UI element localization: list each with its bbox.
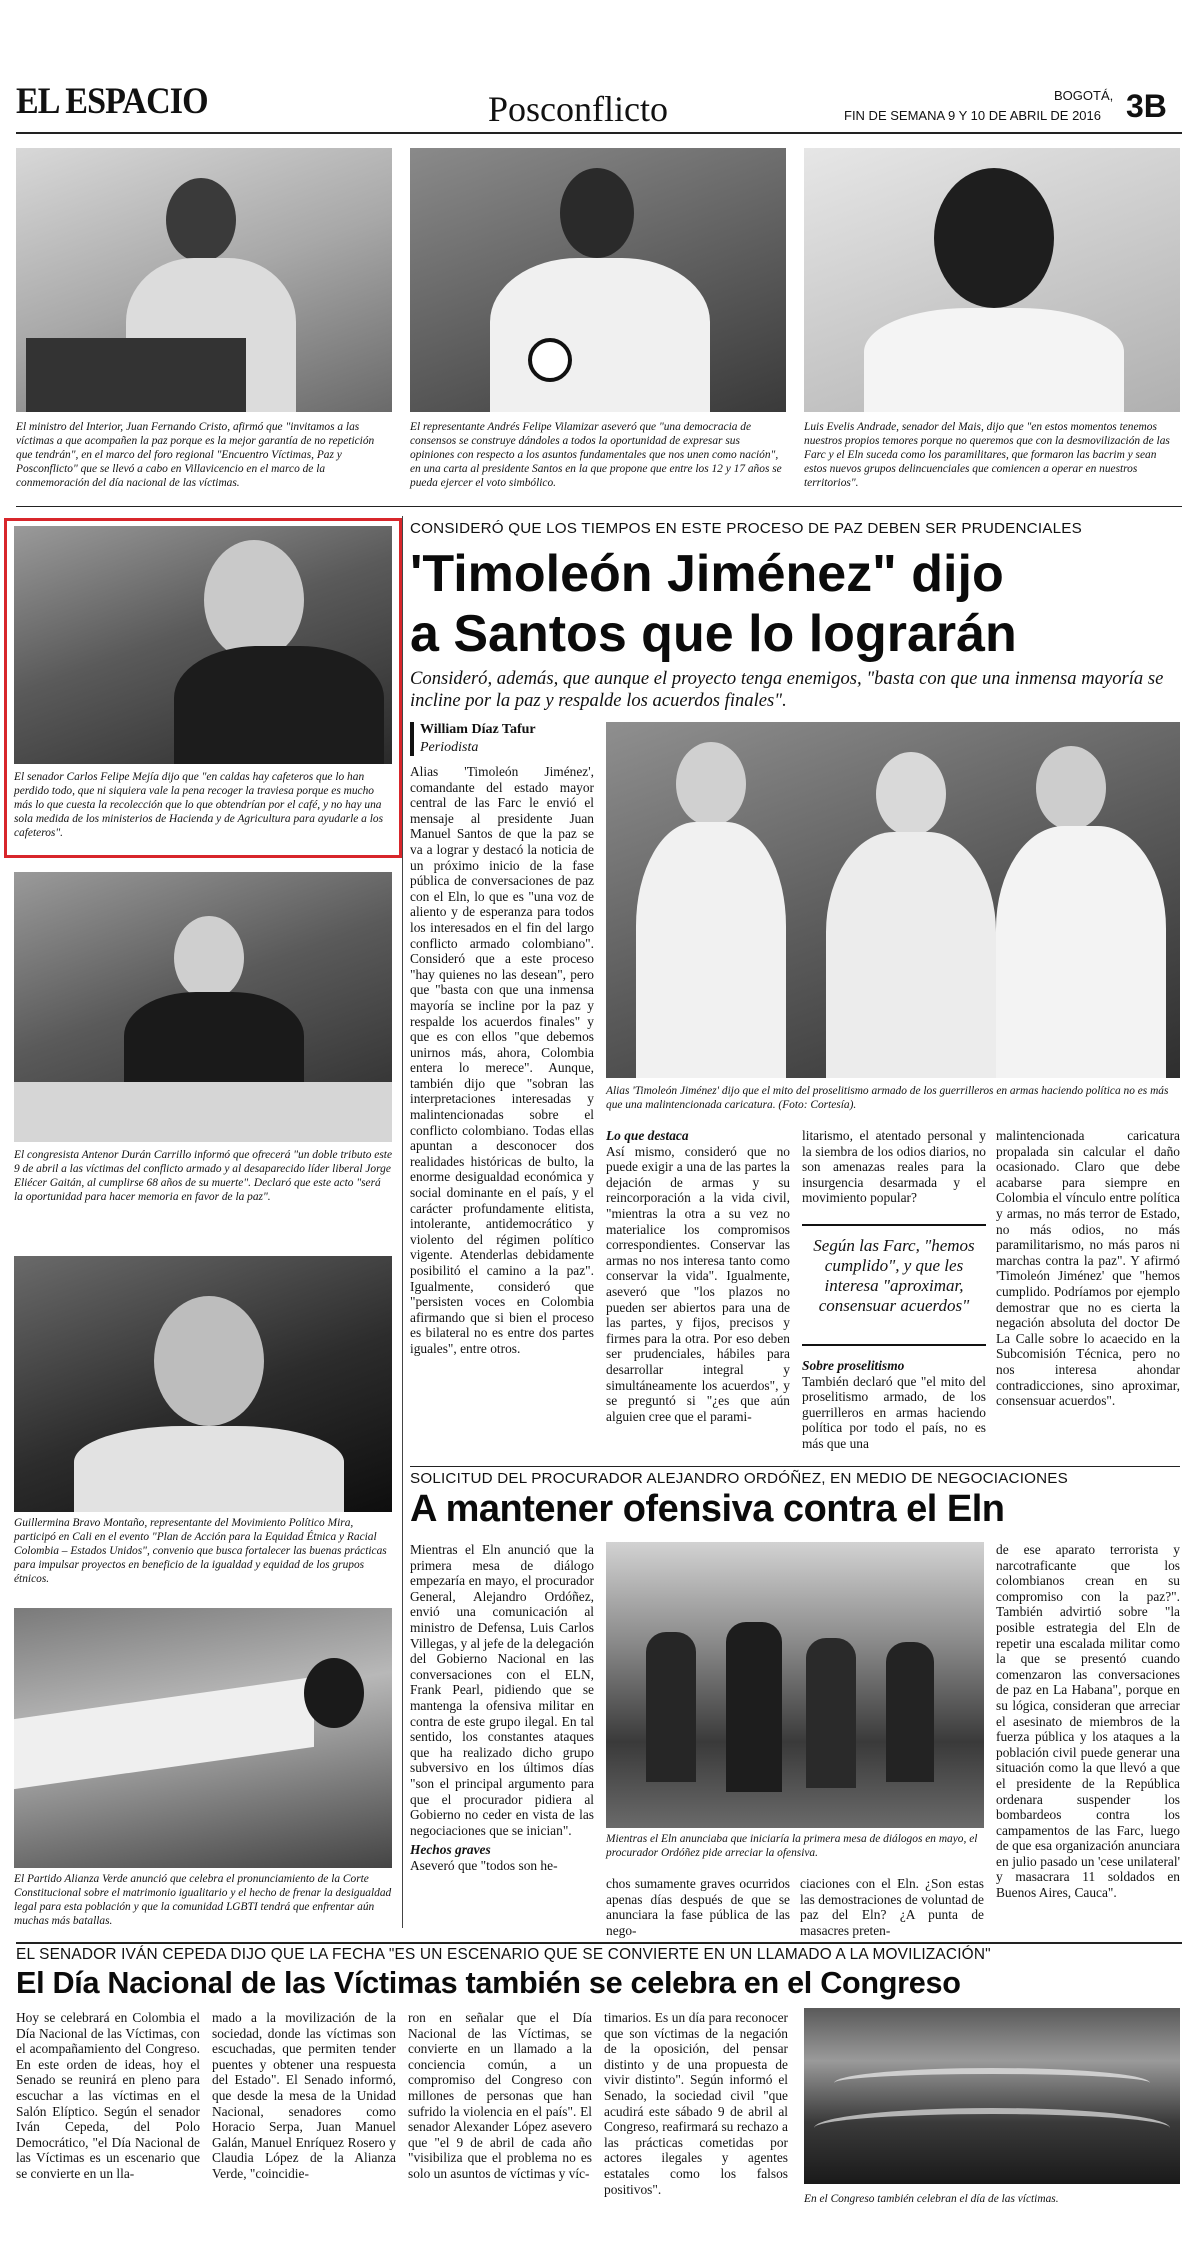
article1-title-line1: 'Timoleón Jiménez" dijo <box>410 545 1004 603</box>
photo-andres-villamizar <box>410 148 786 412</box>
photo-luis-evelis-andrade <box>804 148 1180 412</box>
article2-kicker: SOLICITUD DEL PROCURADOR ALEJANDRO ORDÓÑEZ, EN MEDIO DE NEGOCIACIONES <box>410 1470 1068 1487</box>
masthead-rule <box>16 132 1182 134</box>
article1-column2-text: Así mismo, consideró que no puede exigir a una de las partes la dejación de armas y su reincorporación a la vida civil, "mientras la otra a su vez no materialice los compromisos correspondientes. Conservar las armas no nos interesa tanto como conservar la vida". Igualmente, aseveró que "los plazos no pueden ser abiertos para una de las partes, y fijos, precisos y firmes para la otra. Por eso deben ser prudenciales, hábiles para desarrollar integral y simultáneamente los acuerdos", y se preguntó si "¿es que aún alguien cree que el parami- <box>606 1143 790 1424</box>
caption-minister-cristo: El ministro del Interior, Juan Fernando Cristo, afirmó que "invitamos a las víctimas a que acompañen la paz porque es la mejor garantía de no repetición que tendrán", en el marco del foro regional "Encuentro Víctimas, Paz y Posconflicto" que se llevó a cabo en Villavicencio en el marco de la conmemoración del día nacional de las víctimas. <box>16 421 375 489</box>
article2-column1b-text: Aseveró que "todos son he- <box>410 1857 558 1873</box>
section-title: Posconflicto <box>488 89 668 129</box>
caption-carlos-felipe-mejia: El senador Carlos Felipe Mejía dijo que "en caldas hay cafeteros que lo han perdido todo, que ni siquiera vale la pena recoger la traviesa porque es mucho más lo que cuesta la recolección que lo que obtendrían por el café, y no hay una sola medida de los ministerios de Hacienda y de Agricultura para ayudarle a los cafeteros". <box>14 771 383 839</box>
photo-congress <box>804 2008 1180 2184</box>
photo-soldiers <box>606 1542 984 1828</box>
photo-antenor-duran <box>14 872 392 1142</box>
photo-santos-timochenko <box>606 722 1180 1078</box>
caption-luis-evelis-andrade: Luis Evelis Andrade, senador del Mais, dijo que "en estos momentos tenemos nuestros propios temores porque no queremos que con la desmovilización de las Farc y el Eln suceda como los paramilitares, que formaron las bacrim y sean estos nuevos grupos delincuenciales que comiencen a operar en nuestros territorios". <box>804 421 1170 489</box>
caption-antenor-duran: El congresista Antenor Durán Carrillo informó que ofrecerá "un doble tributo este 9 de abril a las víctimas del conflicto armado y al desaparecido líder liberal Jorge Eliécer Gaitán, al cumplirse 68 años de su muerte". Declaró que este acto "será la oportunidad para hacer memoria en favor de la paz". <box>14 1149 393 1203</box>
caption-andres-villamizar: El representante Andrés Felipe Vilamizar aseveró que "una democracia de consensos se construye dándoles a todos la oportunidad de expresar sus opiniones con respecto a los asuntos fundamentales que nos unen como nación", en una carta al presidente Santos en la que propone que entre los 12 y 17 años se pueda ejercer el voto simbólico. <box>410 421 782 489</box>
photo-minister-cristo <box>16 148 392 412</box>
article2-bottom-rule <box>16 1942 1182 1944</box>
article1-kicker: CONSIDERÓ QUE LOS TIEMPOS EN ESTE PROCESO DE PAZ DEBEN SER PRUDENCIALES <box>410 520 1082 537</box>
article2-title: A mantener ofensiva contra el Eln <box>410 1488 1005 1530</box>
article1-subhead-destaca: Lo que destaca <box>606 1128 689 1143</box>
article1-photo-caption: Alias 'Timoleón Jiménez' dijo que el mito del proselitismo armado de los guerrilleros en armas haciendo política no es más que una malintencionada caricatura. (Foto: Cortesía). <box>606 1085 1169 1111</box>
article3-photo-caption: En el Congreso también celebran el día de las víctimas. <box>804 2193 1059 2205</box>
article1-column3b-text: También declaró que "el mito del proselitismo armado, de los guerrilleros en armas haciendo política por todo el país, no es más que una <box>802 1373 986 1451</box>
article1-column2 <box>606 1128 790 1468</box>
article1-author: William Díaz Tafur <box>420 722 536 737</box>
article1-column4: malintencionada caricatura propalada sin calcular el daño ocasionado. Claro que debe acabarse para siempre en Colombia el vínculo entre política y armas, no más terror de Estado, no más odios, no más paramilitarismo, no más paros ni marchas contra la paz". Y afirmó 'Timoleón Jiménez' que "hemos cumplido. Podríamos por ejemplo demostrar que no es cierta la negación absoluta del doctor De La Calle sobre lo acaecido en la Subcomisión Técnica, pero no nos interesa ahondar contradicciones, sino aproximar, consensuar acuerdos". <box>996 1128 1180 1409</box>
caption-guillermina-bravo: Guillermina Bravo Montaño, representante del Movimiento Político Mira, participó en Cali en el evento "Plan de Acción para la Equidad Étnica y Racial Colombia – Estados Unidos", convenio que busca fortalecer las buenas prácticas para impulsar proyectos en beneficio de la igualdad y equidad de los grupos étnicos. <box>14 1517 387 1585</box>
article3-column1: Hoy se celebrará en Colombia el Día Nacional de las Víctimas, con el acompañamiento del Congreso. En este orden de ideas, hoy el Senado se reunirá en pleno para escuchar a las víctimas en el Salón Elíptico. Según el senador Iván Cepeda, del Polo Democrático, "el Día Nacional de las Víctimas es un escenario que se convierte en un lla- <box>16 2010 200 2181</box>
newspaper-logo: EL ESPACIO <box>16 81 208 122</box>
article2-column4: de ese aparato terrorista y narcotraficante que los colombianos crean en su compromiso con la paz?". También advirtió sobre "la posible estrategia del Eln de repetir una escalada militar como la que se presentó cuando comenzaron las conversaciones de paz en La Habana", porque en su lógica, consideran que arreciar el asesinato de miembros de la fuerza pública y los ataques a la población civil puede generar una situación como la que llevó a que el presidente de la República ordenara suspender los bombardeos contra los campamentos de las Farc, luego de que esa organización anunciara en julio pasado un 'cese unilateral' y masacrara 11 soldados en Buenos Aires, Cauca". <box>996 1542 1180 1901</box>
article1-pullquote-text: Según las Farc, "hemos cumplido", y que les interesa "aproximar, consensuar acuerdos" <box>813 1236 975 1315</box>
article1-title-line2: a Santos que lo lograrán <box>410 605 1017 663</box>
author-bar <box>410 722 414 756</box>
masthead-date: FIN DE SEMANA 9 Y 10 DE ABRIL DE 2016 <box>844 108 1101 123</box>
photo-alianza-verde <box>14 1608 392 1868</box>
article3-column4: timarios. Es un día para reconocer que son víctimas de la negación de la oposición, del pensar distinto y de una propuesta de vivir distinto". Según informó el Senado, la sociedad civil "que acudirá este sábado 9 de abril al Congreso, reafirmará su rechazo a las prácticas cometidas por actores ilegales y agentes estatales como los falsos positivos". <box>604 2010 788 2197</box>
top-row-rule <box>16 506 1182 507</box>
article3-column2: mado a la movilización de la sociedad, donde las víctimas son escuchadas, que permiten tender puentes y obtener una respuesta del Estado". El Senado informó, que desde la mesa de la Unidad Nacional, senadores como Horacio Serpa, Juan Manuel Galán, Manuel Enríquez Rosero y Claudia López de la Alianza Verde, "coincidie- <box>212 2010 396 2181</box>
article1-pullquote <box>802 1224 986 1346</box>
article2-column1 <box>410 1542 594 1938</box>
article3-kicker: EL SENADOR IVÁN CEPEDA DIJO QUE LA FECHA "ES UN ESCENARIO QUE SE CONVIERTE EN UN LLAMADO A LA MOVILIZACIÓN" <box>16 1946 991 1963</box>
masthead-city: BOGOTÁ, <box>1054 88 1114 103</box>
article2-photo-caption: Mientras el Eln anunciaba que iniciaría la primera mesa de diálogos en mayo, el procurador Ordóñez pide arreciar la ofensiva. <box>606 1833 978 1859</box>
article1-lead: Consideró, además, que aunque el proyecto tenga enemigos, "basta con que una inmensa mayoría se incline por la paz y respalde los acuerdos finales". <box>410 668 1164 711</box>
article3-column3: ron en señalar que el Día Nacional de las Víctimas, se convierte en un llamado a la conciencia común, a un compromiso del Congreso con millones de personas que han sufrido la violencia en el país". El senador Alexander López asevero que "el 9 de abril de cada año "visibiliza que el problema no es solo un asuntos de víctimas y víc- <box>408 2010 592 2181</box>
photo-carlos-felipe-mejia <box>14 526 392 764</box>
article3-title: El Día Nacional de las Víctimas también se celebra en el Congreso <box>16 1966 961 2000</box>
article1-bottom-rule <box>410 1466 1180 1467</box>
photo-guillermina-bravo <box>14 1256 392 1512</box>
article1-subhead-proselitismo: Sobre proselitismo <box>802 1358 905 1373</box>
article1-column3a: litarismo, el atentado personal y la siembra de los odios diarios, no son amenazas reales para la insurgencia desarmada y el movimiento popular? <box>802 1128 986 1206</box>
article1-column3b <box>802 1358 986 1468</box>
article2-subhead: Hechos graves <box>410 1842 491 1858</box>
page-number: 3B <box>1126 88 1167 124</box>
article1-column1: Alias 'Timoleón Jiménez', comandante del estado mayor central de las Farc le envió el mensaje al presidente Juan Manuel Santos de que la paz se va a lograr y destacó la noticia de un próximo inicio de la fase pública de conversaciones de paz con el Eln, lo que es "una voz de aliento y de esperanza para todos los interesados en el fin del largo conflicto armado colombiano". Consideró que a este proceso "hay quienes no las desean", pero que "basta con que una inmensa mayoría se incline por la paz y respalde los acuerdos finales" y que es con ellos "que debemos unirnos más, ahora, Colombia entera lo merece". Aunque, también dijo que "sobran las interpretaciones interesadas y malintencionadas sobre el conflicto colombiano. Todas ellas apuntan a desconocer dos realidades históricas de bulto, la enorme desigualdad económica y social dominante en el país, y el carácter profundamente elitista, intolerante, antidemocrático y violento del régimen político vigente. Atenderlas debidamente posibilitó el camino a la paz". Igualmente, consideró que "persisten voces en Colombia afirmando que si bien el proceso es bilateral no es entre dos partes iguales", entre otros. <box>410 764 594 1356</box>
article1-author-role: Periodista <box>420 740 479 755</box>
article2-column1-text: Mientras el Eln anunció que la primera mesa de diálogo empezaría en mayo, el procurador General, Alejandro Ordóñez, envió una comunicación al ministro de Defensa, Luis Carlos Villegas, y al jefe de la delegación del Gobierno Nacional en las conversaciones con el ELN, Frank Pearl, pidiendo que se mantenga la ofensiva militar en contra de este grupo ilegal. En tal sentido, los constantes ataques que ha realizado dicho grupo subversivo en los últimos días "son el principal argumento para que el procurador pidiera al Gobierno no ceder en vista de las negociaciones que se inician". <box>410 1542 594 1838</box>
article2-column3: ciaciones con el Eln. ¿Son estas las demostraciones de voluntad de paz del Eln? ¿A punta de masacres preten- <box>800 1876 984 1938</box>
article2-column2: chos sumamente graves ocurridos apenas días después de que se anunciara la fase pública de las nego- <box>606 1876 790 1938</box>
caption-alianza-verde: El Partido Alianza Verde anunció que celebra el pronunciamiento de la Corte Constitucional sobre el matrimonio igualitario y el hecho de frenar la desigualdad legal para esta población y que la comunidad LGBTI tendrá que enfrentar aún muchas más batallas. <box>14 1873 392 1927</box>
left-column-rule <box>402 516 403 1928</box>
